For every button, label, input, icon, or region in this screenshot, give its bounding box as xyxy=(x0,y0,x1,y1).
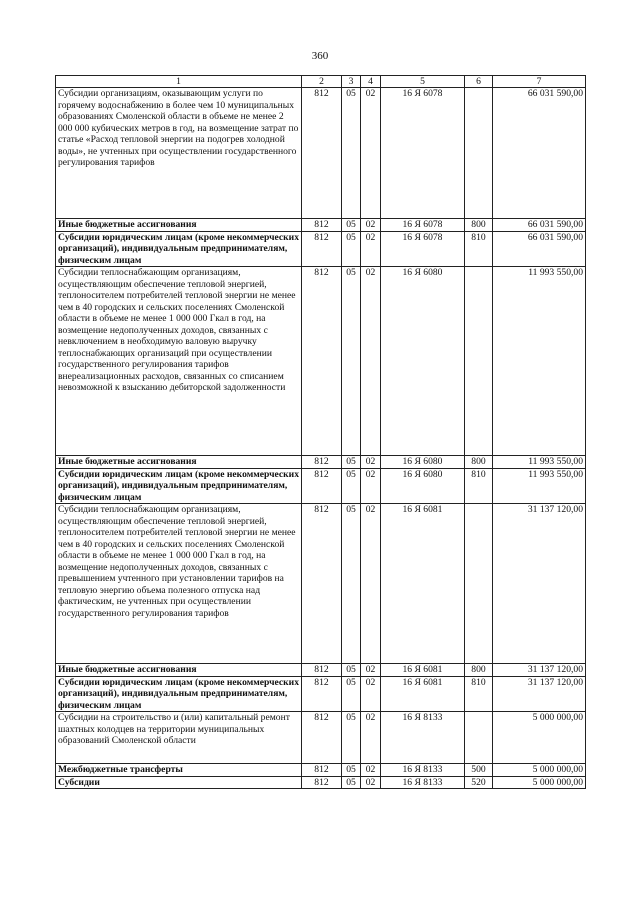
ministry-code: 812 xyxy=(302,764,342,777)
item-name: Межбюджетные трансферты xyxy=(56,764,302,777)
item-name: Иные бюджетные ассигнования xyxy=(56,664,302,677)
section-code: 05 xyxy=(342,456,361,469)
table-row xyxy=(56,231,586,267)
header-cell: 1 xyxy=(56,76,302,88)
item-name: Иные бюджетные ассигнования xyxy=(56,456,302,469)
amount: 31 137 120,00 xyxy=(493,504,586,664)
item-name: Субсидии юридическим лицам (кроме некоммерческих организаций), индивидуальным предпринимателям, физическим лицам xyxy=(56,676,302,712)
amount: 5 000 000,00 xyxy=(493,712,586,764)
table-row xyxy=(56,664,586,677)
amount: 5 000 000,00 xyxy=(493,776,586,789)
target-code: 16 Я 6080 xyxy=(381,468,465,504)
subsection-code: 02 xyxy=(361,776,381,789)
amount: 11 993 550,00 xyxy=(493,468,586,504)
item-name: Субсидии теплоснабжающим организациям, осуществляющим обеспечение тепловой энергией, теплоносителем потребителей тепловой энергии не менее чем в 40 городских и сельских поселениях Смоленской области в объеме не менее 1 000 000 Гкал в год, на возмещение недополученных доходов, связанных с превышением учтенного при установлении тарифов на тепловую энергию объема полезного отпуска над фактическим, не учтенных при осуществлении государственного регулирования тарифов xyxy=(56,504,302,664)
header-cell: 7 xyxy=(493,76,586,88)
subsection-code: 02 xyxy=(361,267,381,456)
amount: 5 000 000,00 xyxy=(493,764,586,777)
subsection-code: 02 xyxy=(361,456,381,469)
section-code: 05 xyxy=(342,267,361,456)
subsection-code: 02 xyxy=(361,664,381,677)
ministry-code: 812 xyxy=(302,468,342,504)
subsection-code: 02 xyxy=(361,712,381,764)
page-number: 360 xyxy=(311,50,329,62)
table-row xyxy=(56,504,586,664)
ministry-code: 812 xyxy=(302,676,342,712)
expense-type-code: 810 xyxy=(465,468,493,504)
subsection-code: 02 xyxy=(361,468,381,504)
target-code: 16 Я 6081 xyxy=(381,504,465,664)
table-row xyxy=(56,712,586,764)
expense-type-code xyxy=(465,267,493,456)
section-code: 05 xyxy=(342,231,361,267)
item-name: Субсидии юридическим лицам (кроме некоммерческих организаций), индивидуальным предпринимателям, физическим лицам xyxy=(56,468,302,504)
amount: 31 137 120,00 xyxy=(493,664,586,677)
table-row xyxy=(56,468,586,504)
table-row xyxy=(56,776,586,789)
expense-type-code: 800 xyxy=(465,456,493,469)
subsection-code: 02 xyxy=(361,764,381,777)
budget-table xyxy=(55,75,586,789)
amount: 66 031 590,00 xyxy=(493,231,586,267)
amount: 66 031 590,00 xyxy=(493,219,586,232)
section-code: 05 xyxy=(342,764,361,777)
section-code: 05 xyxy=(342,712,361,764)
ministry-code: 812 xyxy=(302,88,342,219)
expense-type-code xyxy=(465,88,493,219)
header-cell: 5 xyxy=(381,76,465,88)
expense-type-code: 520 xyxy=(465,776,493,789)
subsection-code: 02 xyxy=(361,504,381,664)
target-code: 16 Я 8133 xyxy=(381,776,465,789)
item-name: Субсидии юридическим лицам (кроме некоммерческих организаций), индивидуальным предпринимателям, физическим лицам xyxy=(56,231,302,267)
amount: 11 993 550,00 xyxy=(493,456,586,469)
item-name: Субсидии теплоснабжающим организациям, осуществляющим обеспечение тепловой энергией, теплоносителем потребителей тепловой энергии не менее чем в 40 городских и сельских поселениях Смоленской области в объеме не менее 1 000 000 Гкал в год, на возмещение недополученных доходов, связанных с невключением в необходимую валовую выручку теплоснабжающих организаций при осуществлении государственного регулирования тарифов внереализационных расходов, связанных со списанием невозможной к взысканию дебиторской задолженности xyxy=(56,267,302,456)
header-cell: 2 xyxy=(302,76,342,88)
target-code: 16 Я 6081 xyxy=(381,676,465,712)
expense-type-code: 810 xyxy=(465,231,493,267)
section-code: 05 xyxy=(342,664,361,677)
amount: 31 137 120,00 xyxy=(493,676,586,712)
table-row xyxy=(56,267,586,456)
header-cell: 3 xyxy=(342,76,361,88)
amount: 11 993 550,00 xyxy=(493,267,586,456)
expense-type-code: 500 xyxy=(465,764,493,777)
section-code: 05 xyxy=(342,468,361,504)
ministry-code: 812 xyxy=(302,267,342,456)
subsection-code: 02 xyxy=(361,88,381,219)
target-code: 16 Я 6078 xyxy=(381,88,465,219)
subsection-code: 02 xyxy=(361,676,381,712)
table-row xyxy=(56,764,586,777)
table-row xyxy=(56,88,586,219)
ministry-code: 812 xyxy=(302,456,342,469)
ministry-code: 812 xyxy=(302,664,342,677)
amount: 66 031 590,00 xyxy=(493,88,586,219)
expense-type-code: 800 xyxy=(465,219,493,232)
item-name: Иные бюджетные ассигнования xyxy=(56,219,302,232)
section-code: 05 xyxy=(342,504,361,664)
target-code: 16 Я 8133 xyxy=(381,712,465,764)
item-name: Субсидии xyxy=(56,776,302,789)
target-code: 16 Я 8133 xyxy=(381,764,465,777)
target-code: 16 Я 6080 xyxy=(381,456,465,469)
section-code: 05 xyxy=(342,88,361,219)
subsection-code: 02 xyxy=(361,231,381,267)
expense-type-code: 810 xyxy=(465,676,493,712)
ministry-code: 812 xyxy=(302,219,342,232)
section-code: 05 xyxy=(342,676,361,712)
ministry-code: 812 xyxy=(302,776,342,789)
section-code: 05 xyxy=(342,776,361,789)
header-cell: 4 xyxy=(361,76,381,88)
ministry-code: 812 xyxy=(302,231,342,267)
table-row xyxy=(56,456,586,469)
item-name: Субсидии на строительство и (или) капитальный ремонт шахтных колодцев на территории муниципальных образований Смоленской области xyxy=(56,712,302,764)
table-row xyxy=(56,219,586,232)
column-number-row xyxy=(56,76,586,88)
expense-type-code: 800 xyxy=(465,664,493,677)
ministry-code: 812 xyxy=(302,504,342,664)
target-code: 16 Я 6078 xyxy=(381,231,465,267)
target-code: 16 Я 6081 xyxy=(381,664,465,677)
section-code: 05 xyxy=(342,219,361,232)
expense-type-code xyxy=(465,504,493,664)
item-name: Субсидии организациям, оказывающим услуги по горячему водоснабжению в более чем 10 муниципальных образованиях Смоленской области в объеме не менее 2 000 000 кубических метров в год, на возмещение затрат по статье «Расход тепловой энергии на подогрев холодной воды», не учтенных при осуществлении государственного регулирования тарифов xyxy=(56,88,302,219)
target-code: 16 Я 6080 xyxy=(381,267,465,456)
header-cell: 6 xyxy=(465,76,493,88)
target-code: 16 Я 6078 xyxy=(381,219,465,232)
subsection-code: 02 xyxy=(361,219,381,232)
expense-type-code xyxy=(465,712,493,764)
table-row xyxy=(56,676,586,712)
ministry-code: 812 xyxy=(302,712,342,764)
